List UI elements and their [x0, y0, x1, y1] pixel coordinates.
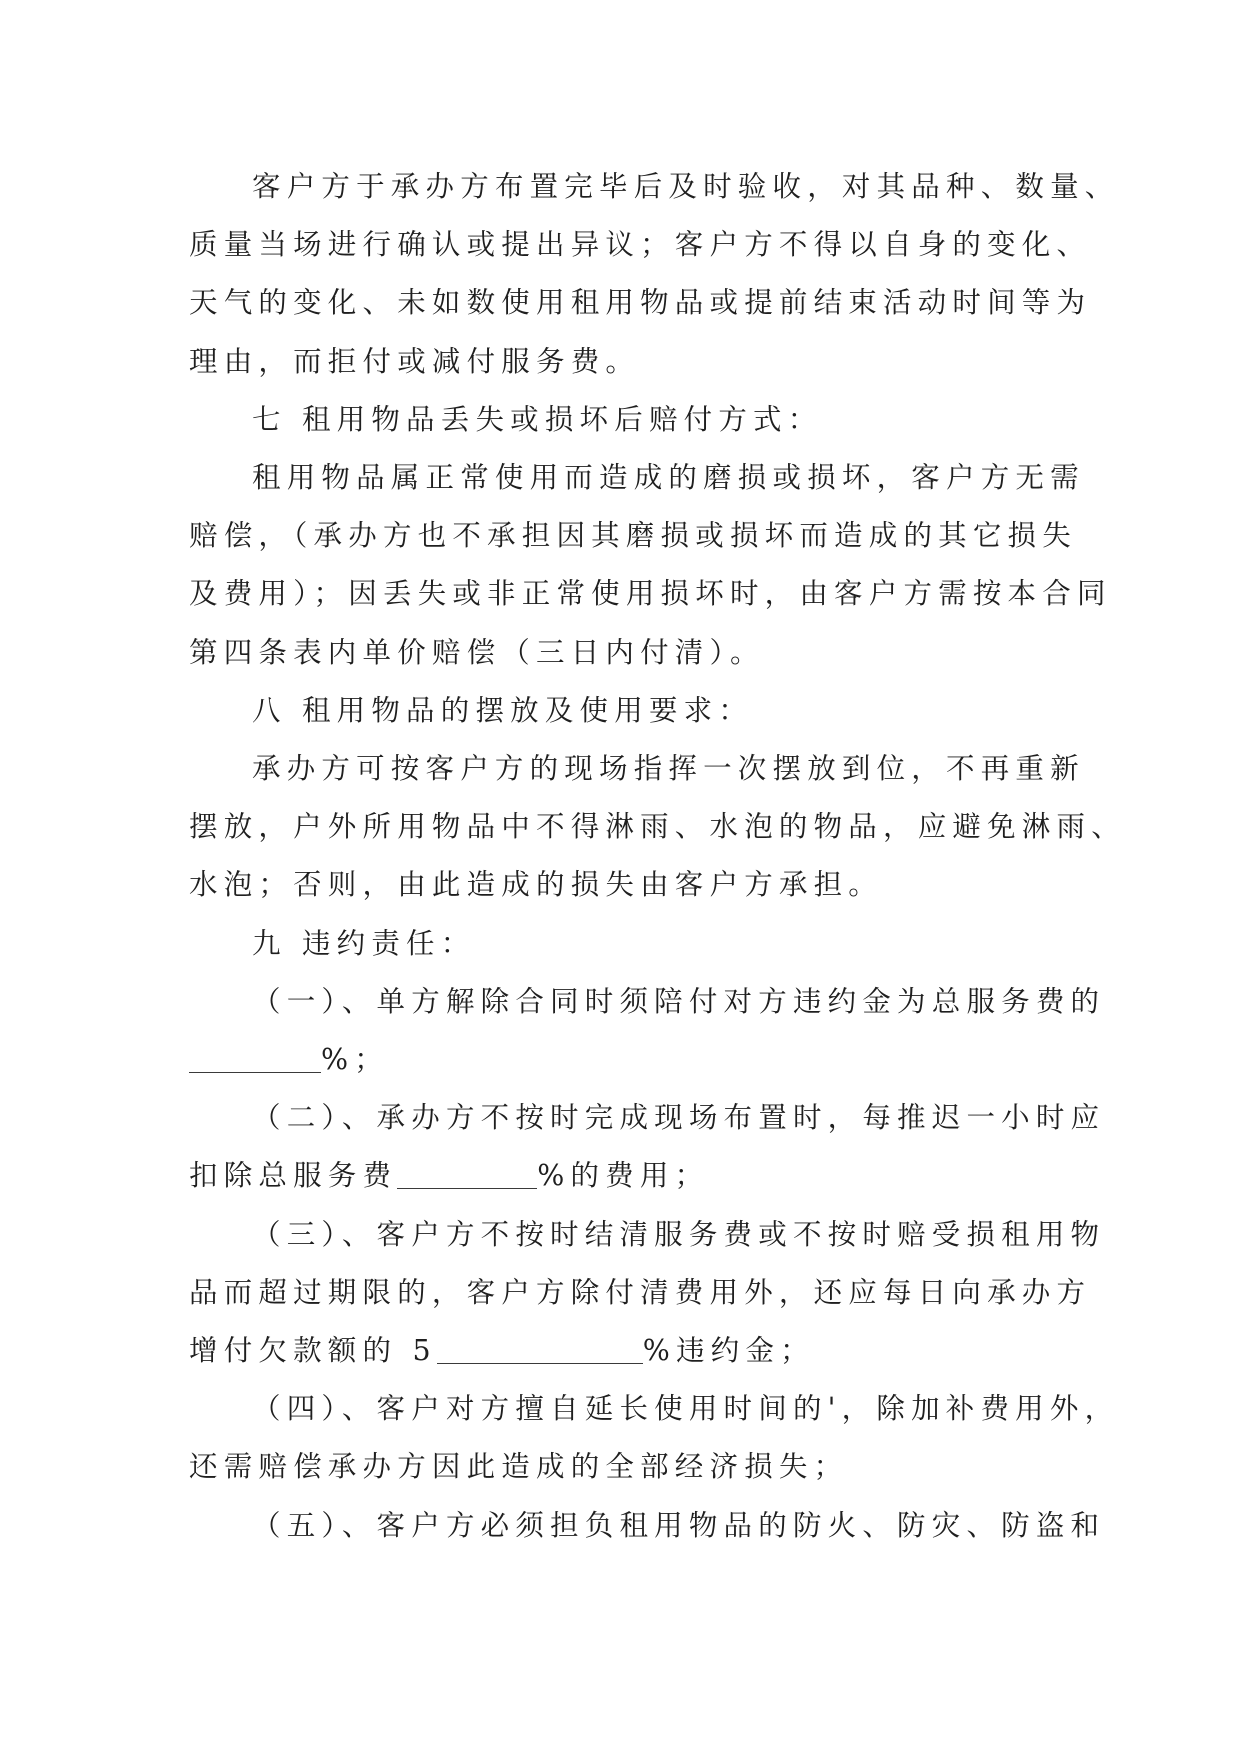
- text-line: （五）、客户方必须担负租用物品的防火、防灾、防盗和: [252, 1508, 1106, 1542]
- fill-in-blank[interactable]: [397, 1158, 537, 1189]
- document-body: [189, 158, 1126, 1555]
- clause-1-termination: [189, 973, 1106, 1089]
- text-line: 承办方可按客户方的现场指挥一次摆放到位，不再重新: [252, 752, 1085, 786]
- fill-in-blank[interactable]: [437, 1333, 643, 1364]
- text-fragment: %违约金；: [642, 1334, 815, 1368]
- text-line: 水泡；否则，由此造成的损失由客户方承担。: [189, 868, 884, 902]
- clause-2-delay: [189, 1089, 1106, 1205]
- text-line: 第四条表内单价赔偿（三日内付清）。: [189, 635, 765, 669]
- text-fragment: 增付欠款额的 5: [189, 1334, 437, 1368]
- paragraph-compensation: [189, 449, 1112, 682]
- text-line: 八 租用物品的摆放及使用要求：: [252, 693, 754, 727]
- paragraph-acceptance: [189, 158, 1120, 391]
- text-line: 客户方于承办方布置完毕后及时验收，对其品种、数量、: [252, 170, 1120, 203]
- text-line: 九 违约责任：: [252, 926, 476, 960]
- section-heading-8: [189, 682, 1059, 740]
- fill-in-blank[interactable]: [189, 1042, 321, 1073]
- text-line: 还需赔偿承办方因此造成的全部经济损失；: [189, 1450, 849, 1484]
- text-line: （一）、单方解除合同时须陪付对方违约金为总服务费的: [252, 984, 1106, 1018]
- text-line: 天气的变化、未如数使用租用物品或提前结束活动时间等为: [189, 286, 1092, 320]
- text-fragment: %的费用；: [537, 1159, 710, 1193]
- text-fragment: %；: [321, 1043, 389, 1077]
- section-heading-7: [189, 391, 1059, 449]
- text-line: （四）、客户对方擅自延长使用时间的'，除加补费用外，: [252, 1392, 1120, 1426]
- clause-3-late-payment: [189, 1206, 1106, 1381]
- clause-4-extension: [189, 1380, 1120, 1496]
- text-line: 质量当场进行确认或提出异议；客户方不得以自身的变化、: [189, 228, 1092, 262]
- text-line: 赔偿，（承办方也不承担因其磨损或损坏而造成的其它损失: [189, 519, 1077, 553]
- text-line: （三）、客户方不按时结清服务费或不按时赔受损租用物: [252, 1217, 1106, 1251]
- text-line: 理由，而拒付或减付服务费。: [189, 344, 641, 378]
- text-line: 品而超过期限的，客户方除付清费用外，还应每日向承办方: [189, 1275, 1092, 1309]
- text-line: [189, 1322, 1059, 1380]
- text-line: [189, 1031, 1059, 1089]
- text-line: 七 租用物品丢失或损坏后赔付方式：: [252, 402, 823, 436]
- text-line: [189, 1147, 1059, 1205]
- section-heading-9: [189, 915, 1059, 973]
- text-fragment: 扣除总服务费: [189, 1159, 398, 1193]
- paragraph-placement: [189, 740, 1126, 915]
- text-line: 摆放，户外所用物品中不得淋雨、水泡的物品，应避免淋雨、: [189, 810, 1126, 844]
- text-line: 租用物品属正常使用而造成的磨损或损坏，客户方无需: [252, 461, 1085, 495]
- text-line: （二）、承办方不按时完成现场布置时，每推迟一小时应: [252, 1101, 1106, 1135]
- text-line: 及费用）；因丢失或非正常使用损坏时，由客户方需按本合同: [189, 577, 1112, 611]
- clause-5-protection: [189, 1497, 1106, 1555]
